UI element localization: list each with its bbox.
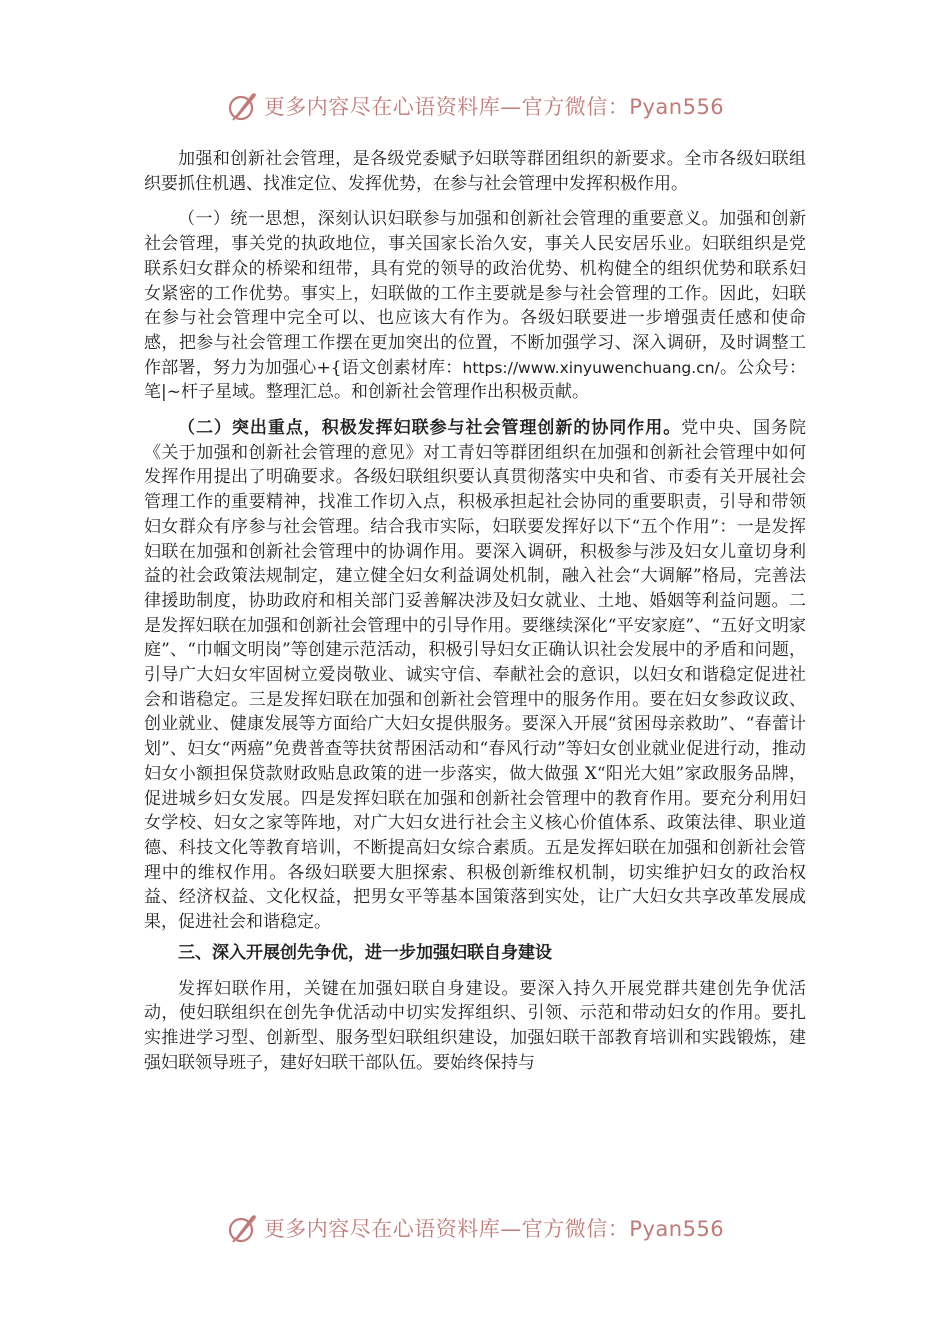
paragraph-text: （一）统一思想，深刻认识妇联参与加强和创新社会管理的重要意义。加强和创新社会管理，事关党的执政地位，事关国家长治久安，事关人民安居乐业。妇联组织是党联系妇女群众的桥梁和纽带，具有党的领导的政治优势、机构健全的组织优势和联系妇女紧密的工作优势。事实上，妇联做的工作主要就是参与社会管理的工作。因此，妇联在参与社会管理中完全可以、也应该大有作为。各级妇联要进一步增强责任感和使命感，把参与社会管理工作摆在更加突出的位置，不断加强学习、深入调研，及时调整工作部署，努力为加强心+{语文创素材库： (144, 209, 806, 378)
paragraph (144, 207, 806, 405)
header-banner (0, 86, 950, 126)
paragraph-text: 党中央、国务院《关于加强和创新社会管理的意见》对工青妇等群团组织在加强和创新社会管理中如何发挥作用提出了明确要求。各级妇联组织要认真贯彻落实中央和省、市委有关开展社会管理工作的重要精神，找准工作切入点，积极承担起社会协同的重要职责，引导和带领妇女群众有序参与社会管理。结合我市实际，妇联要发挥好以下“五个作用”：一是发挥妇联在加强和创新社会管理中的协调作用。要深入调研，积极参与涉及妇女儿童切身利益的社会政策法规制定，建立健全妇女利益调处机制，融入社会“大调解”格局，完善法律援助制度，协助政府和相关部门妥善解决涉及妇女就业、土地、婚姻等利益问题。二是发挥妇联在加强和创新社会管理中的引导作用。要继续深化“平安家庭”、“五好文明家庭”、“巾帼文明岗”等创建示范活动，积极引导妇女正确认识社会发展中的矛盾和问题，引导广大妇女牢固树立爱岗敬业、诚实守信、奉献社会的意识，以妇女和谐稳定促进社会和谐稳定。三是发挥妇联在加强和创新社会管理中的服务作用。要在妇女参政议政、创业就业、健康发展等方面给广大妇女提供服务。要深入开展“贫困母亲救助”、“春蕾计划”、妇女“两癌”免费普查等扶贫帮困活动和“春风行动”等妇女创业就业促进行动，推动妇女小额担保贷款财政贴息政策的进一步落实，做大做强 X“阳光大姐”家政服务品牌，促进城乡妇女发展。四是发挥妇联在加强和创新社会管理中的教育作用。要充分利用妇女学校、妇女之家等阵地，对广大妇女进行社会主义核心价值体系、政策法律、职业道德、科技文化等教育培训，不断提高妇女综合素质。五是发挥妇联在加强和创新社会管理中的维权作用。各级妇联要大胆探索、积极创新维权机制，切实维护妇女的政治权益、经济权益、文化权益，把男女平等基本国策落到实处，让广大妇女共享改革发展成果，促进社会和谐稳定。 (144, 418, 807, 933)
section-lead: （二）突出重点，积极发挥妇联参与社会管理创新的协同作用。 (178, 418, 682, 439)
banner-text: 更多内容尽在心语资料库—官方微信：Pyan556 (263, 95, 725, 119)
section-heading: 三、深入开展创先争优，进一步加强妇联自身建设 (178, 942, 552, 963)
paragraph (144, 416, 806, 935)
paragraph: 加强和创新社会管理，是各级党委赋予妇联等群团组织的新要求。全市各级妇联组织要抓住机遇、找准定位、发挥优势，在参与社会管理中发挥积极作用。 (144, 149, 806, 194)
paragraph: 发挥妇联作用，关键在加强妇联自身建设。要深入持久开展党群共建创先争优活动，使妇联组织在创先争优活动中切实发挥组织、引领、示范和带动妇女的作用。要扎实推进学习型、创新型、服务型妇联组织建设，加强妇联干部教育培训和实践锻炼，建强妇联领导班子，建好妇联干部队伍。要始终保持与 (144, 978, 806, 1073)
paragraph-text: 。公众号：笔|~杆子星域。整理汇总。和创新社会管理作出积极贡献。 (144, 357, 806, 403)
url-text: https://www.xinyuwenchuang.cn/ (462, 358, 720, 377)
quill-pen-icon (226, 1211, 260, 1245)
banner-text: 更多内容尽在心语资料库—官方微信：Pyan556 (263, 1217, 725, 1241)
quill-pen-icon (226, 89, 260, 123)
footer-banner (0, 1208, 950, 1248)
document-body (144, 147, 806, 1086)
